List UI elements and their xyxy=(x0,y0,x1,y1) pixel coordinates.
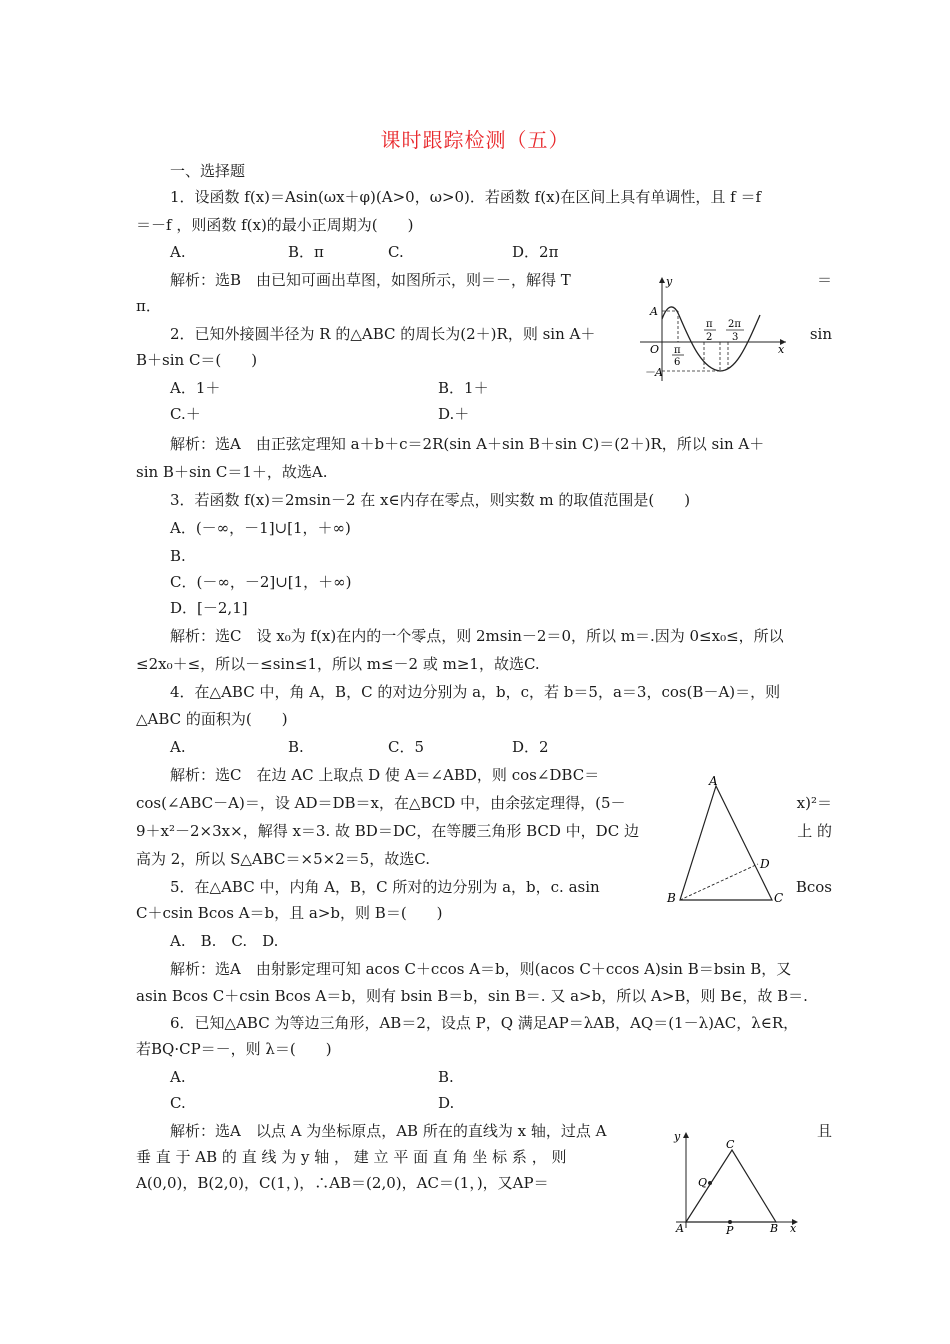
fig3-y-label: y xyxy=(674,1130,681,1143)
text-line: sin B＋sin C＝1＋，故选A. xyxy=(136,463,328,481)
fig1-A-label: A xyxy=(650,305,658,318)
fig1-x-label: x xyxy=(778,343,785,356)
text-line: B. xyxy=(170,547,186,565)
text-line: 解析：选A 由正弦定理知 a＋b＋c＝2R(sin A＋sin B＋sin C)＝(2＋)R，所以 sin A＋ xyxy=(170,435,765,453)
text-line: C＋csin Bcos A＝b，且 a>b，则 B＝( ) xyxy=(136,904,443,922)
text-line: A．1＋ xyxy=(170,379,221,397)
fig3-P-label: P xyxy=(726,1224,734,1236)
page-title: 课时跟踪检测（五） xyxy=(380,128,570,152)
text-line: B＋sin C＝( ) xyxy=(136,351,258,369)
text-line: D．[－2,1] xyxy=(170,599,248,617)
text-line: ≤2x₀＋≤，所以－≤sin≤1，所以 m≤－2 或 m≥1，故选C. xyxy=(136,655,540,673)
text-line: cos(∠ABC－A)＝，设 AD＝DB＝x，在△BCD 中，由余弦定理得，(5－ xyxy=(136,794,626,812)
text-line: △ABC 的面积为( ) xyxy=(136,710,288,728)
text-line: A. xyxy=(170,243,186,261)
fig1-2pi3-den: 3 xyxy=(732,332,739,343)
fig3-A-label: A xyxy=(676,1222,684,1235)
option-c2: B．1＋ xyxy=(438,379,489,397)
text-line: asin Bcos C＋csin Bcos A＝b，则有 bsin B＝b，sin B＝. 又 a>b，所以 A>B，则 B∈，故 B＝. xyxy=(136,987,808,1005)
fig1-negA-label: －A xyxy=(644,366,663,379)
text-line: 垂 直 于 AB 的 直 线 为 y 轴 ， 建 立 平 面 直 角 坐 标 系 ， 则 xyxy=(136,1148,567,1166)
fig2-B-label: B xyxy=(667,891,676,905)
option-c2: D. xyxy=(438,1094,455,1112)
fig3-x-label: x xyxy=(790,1222,797,1235)
fig2-C-label: C xyxy=(774,891,784,905)
text-line: ＝－f ，则函数 f(x)的最小正周期为( ) xyxy=(136,216,414,234)
line-continuation: 且 xyxy=(816,1122,832,1140)
line-continuation: sin xyxy=(809,325,832,343)
text-line: 一、选择题 xyxy=(170,162,246,180)
option-c4: D．2 xyxy=(512,738,549,756)
text-line: C.＋ xyxy=(170,405,201,423)
fig1-pi2-num: π xyxy=(706,319,713,330)
line-continuation: 上 的 xyxy=(797,822,832,840)
text-line: 3．若函数 f(x)＝2msin－2 在 x∈内存在零点，则实数 m 的取值范围是( ) xyxy=(170,491,691,509)
fig1-y-label: y xyxy=(666,275,673,288)
text-line: A(0,0)，B(2,0)，C(1，)，∴AB＝(2,0)，AC＝(1，)，又AP＝ xyxy=(136,1174,549,1192)
text-line: 高为 2，所以 S△ABC＝×5×2＝5，故选C. xyxy=(136,850,430,868)
option-c2: D.＋ xyxy=(438,405,470,423)
figure-triangle-abd xyxy=(664,772,794,908)
text-line: 解析：选B 由已知可画出草图，如图所示，则＝－，解得 T xyxy=(170,271,571,289)
option-c2: B. xyxy=(288,738,304,756)
line-continuation: x)²＝ xyxy=(796,794,832,812)
option-c3: C. xyxy=(388,243,404,261)
line-continuation: ＝ xyxy=(816,271,832,289)
fig1-2pi3-num: 2π xyxy=(728,319,741,330)
fig1-O-label: O xyxy=(650,343,660,356)
figure-sine-graph xyxy=(636,273,796,385)
fig3-B-label: B xyxy=(770,1222,779,1235)
text-line: 若BQ·CP＝－，则 λ＝( ) xyxy=(136,1040,332,1058)
text-line: C．(－∞，－2]∪[1，＋∞) xyxy=(170,573,352,591)
text-line: A. xyxy=(170,1068,186,1086)
text-line: 6．已知△ABC 为等边三角形，AB＝2，设点 P，Q 满足AP＝λAB，AQ＝(1－λ)AC，λ∈R， xyxy=(170,1014,799,1032)
text-line: 9＋x²－2×3x×，解得 x＝3. 故 BD＝DC，在等腰三角形 BCD 中，DC 边 xyxy=(136,822,639,840)
option-c2: B．π xyxy=(288,243,324,261)
text-line: 解析：选A 由射影定理可知 acos C＋ccos A＝b，则(acos C＋ccos A)sin B＝bsin B，又 xyxy=(170,960,792,978)
text-line: 解析：选C 在边 AC 上取点 D 使 A＝∠ABD，则 cos∠DBC＝ xyxy=(170,766,600,784)
text-line: π． xyxy=(136,297,161,315)
option-c3: C．5 xyxy=(388,738,425,756)
fig1-pi6-num: π xyxy=(674,345,681,356)
text-line: 解析：选C 设 x₀为 f(x)在内的一个零点，则 2msin－2＝0，所以 m＝.因为 0≤x₀≤，所以 xyxy=(170,627,784,645)
text-line: 1．设函数 f(x)＝Asin(ωx＋φ)(A>0，ω>0)．若函数 f(x)在区间上具有单调性，且 f ＝f xyxy=(170,188,762,206)
text-line: 4．在△ABC 中，角 A，B，C 的对边分别为 a，b，c，若 b＝5，a＝3，cos(B－A)＝，则 xyxy=(170,683,781,701)
text-line: 5．在△ABC 中，内角 A，B，C 所对的边分别为 a，b，c. asin xyxy=(170,878,600,896)
fig3-Q-label: Q xyxy=(698,1176,708,1189)
text-line: A. B. C. D. xyxy=(170,932,279,950)
text-line: 解析：选A 以点 A 为坐标原点，AB 所在的直线为 x 轴，过点 A xyxy=(170,1122,607,1140)
option-c4: D．2π xyxy=(512,243,559,261)
fig2-A-label: A xyxy=(709,774,718,788)
fig1-pi2-den: 2 xyxy=(706,332,713,343)
fig3-C-label: C xyxy=(726,1138,735,1151)
text-line: A．(－∞，－1]∪[1，＋∞) xyxy=(170,519,351,537)
text-line: 2．已知外接圆半径为 R 的△ABC 的周长为(2＋)R，则 sin A＋ xyxy=(170,325,596,343)
fig2-D-label: D xyxy=(760,857,770,871)
option-c2: B. xyxy=(438,1068,454,1086)
text-line: C. xyxy=(170,1094,186,1112)
figure-coordinate-triangle xyxy=(668,1124,808,1236)
text-line: A. xyxy=(170,738,186,756)
fig1-pi6-den: 6 xyxy=(674,357,681,368)
line-continuation: Bcos xyxy=(795,878,832,896)
